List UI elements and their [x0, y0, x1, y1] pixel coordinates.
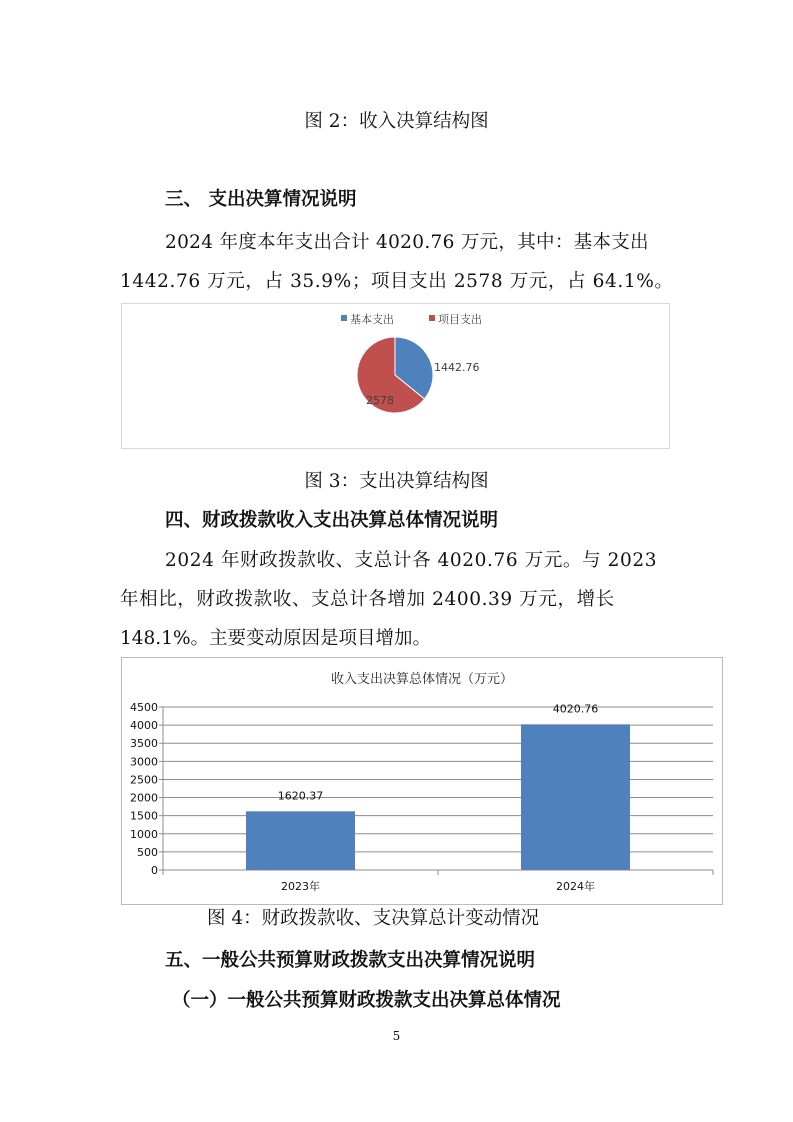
x-tick-label: 2023年	[281, 880, 320, 893]
section-4-paragraph-line: 148.1%。主要变动原因是项目增加。	[120, 628, 432, 649]
figure-3-caption: 图 3：支出决算结构图	[304, 471, 489, 492]
figure-2-caption: 图 2：收入决算结构图	[304, 111, 489, 132]
legend-swatch	[429, 315, 435, 321]
section-3-paragraph-line: 1442.76 万元，占 35.9%；项目支出 2578 万元，占 64.1%。	[120, 271, 674, 292]
section-4-paragraph-line: 2024 年财政拨款收、支总计各 4020.76 万元。与 2023	[165, 550, 658, 571]
pie-data-label: 2578	[366, 394, 394, 407]
y-tick-label: 500	[137, 845, 158, 859]
bar	[246, 811, 355, 870]
y-tick-label: 2000	[130, 791, 158, 805]
legend-label: 项目支出	[438, 313, 482, 326]
y-tick-label: 4500	[130, 701, 158, 714]
section-4-paragraph-line: 年相比，财政拨款收、支总计各增加 2400.39 万元，增长	[120, 589, 615, 610]
bar-data-label: 4020.76	[552, 702, 599, 716]
pie-chart	[121, 303, 670, 449]
y-tick-label: 0	[151, 864, 158, 877]
chart-title: 收入支出决算总体情况（万元）	[330, 672, 514, 687]
figure-4-caption: 图 4：财政拨款收、支决算总计变动情况	[207, 908, 540, 929]
x-tick-label: 2024年	[556, 880, 595, 893]
page-number: 5	[392, 1029, 401, 1043]
y-tick-label: 3000	[130, 755, 158, 769]
pie-chart-svg	[122, 304, 669, 448]
bar-chart-svg	[122, 658, 722, 904]
section-5-subheading: （一）一般公共预算财政拨款支出决算总体情况	[172, 990, 561, 1011]
y-tick-label: 1500	[130, 809, 158, 823]
legend-swatch	[341, 315, 347, 321]
y-tick-label: 3500	[130, 737, 158, 751]
pie-data-label: 1442.76	[434, 361, 480, 374]
bar-data-label: 1620.37	[277, 789, 324, 803]
section-3-heading: 三、 支出决算情况说明	[165, 189, 357, 210]
section-4-heading: 四、财政拨款收入支出决算总体情况说明	[165, 510, 499, 531]
legend-label: 基本支出	[350, 313, 394, 326]
bar-chart	[121, 657, 723, 905]
section-3-paragraph-line: 2024 年度本年支出合计 4020.76 万元，其中：基本支出	[165, 232, 649, 253]
y-tick-label: 4000	[130, 719, 158, 733]
section-5-heading: 五、一般公共预算财政拨款支出决算情况说明	[165, 950, 536, 971]
bar	[521, 724, 630, 870]
y-tick-label: 1000	[130, 827, 158, 841]
y-tick-label: 2500	[130, 773, 158, 787]
